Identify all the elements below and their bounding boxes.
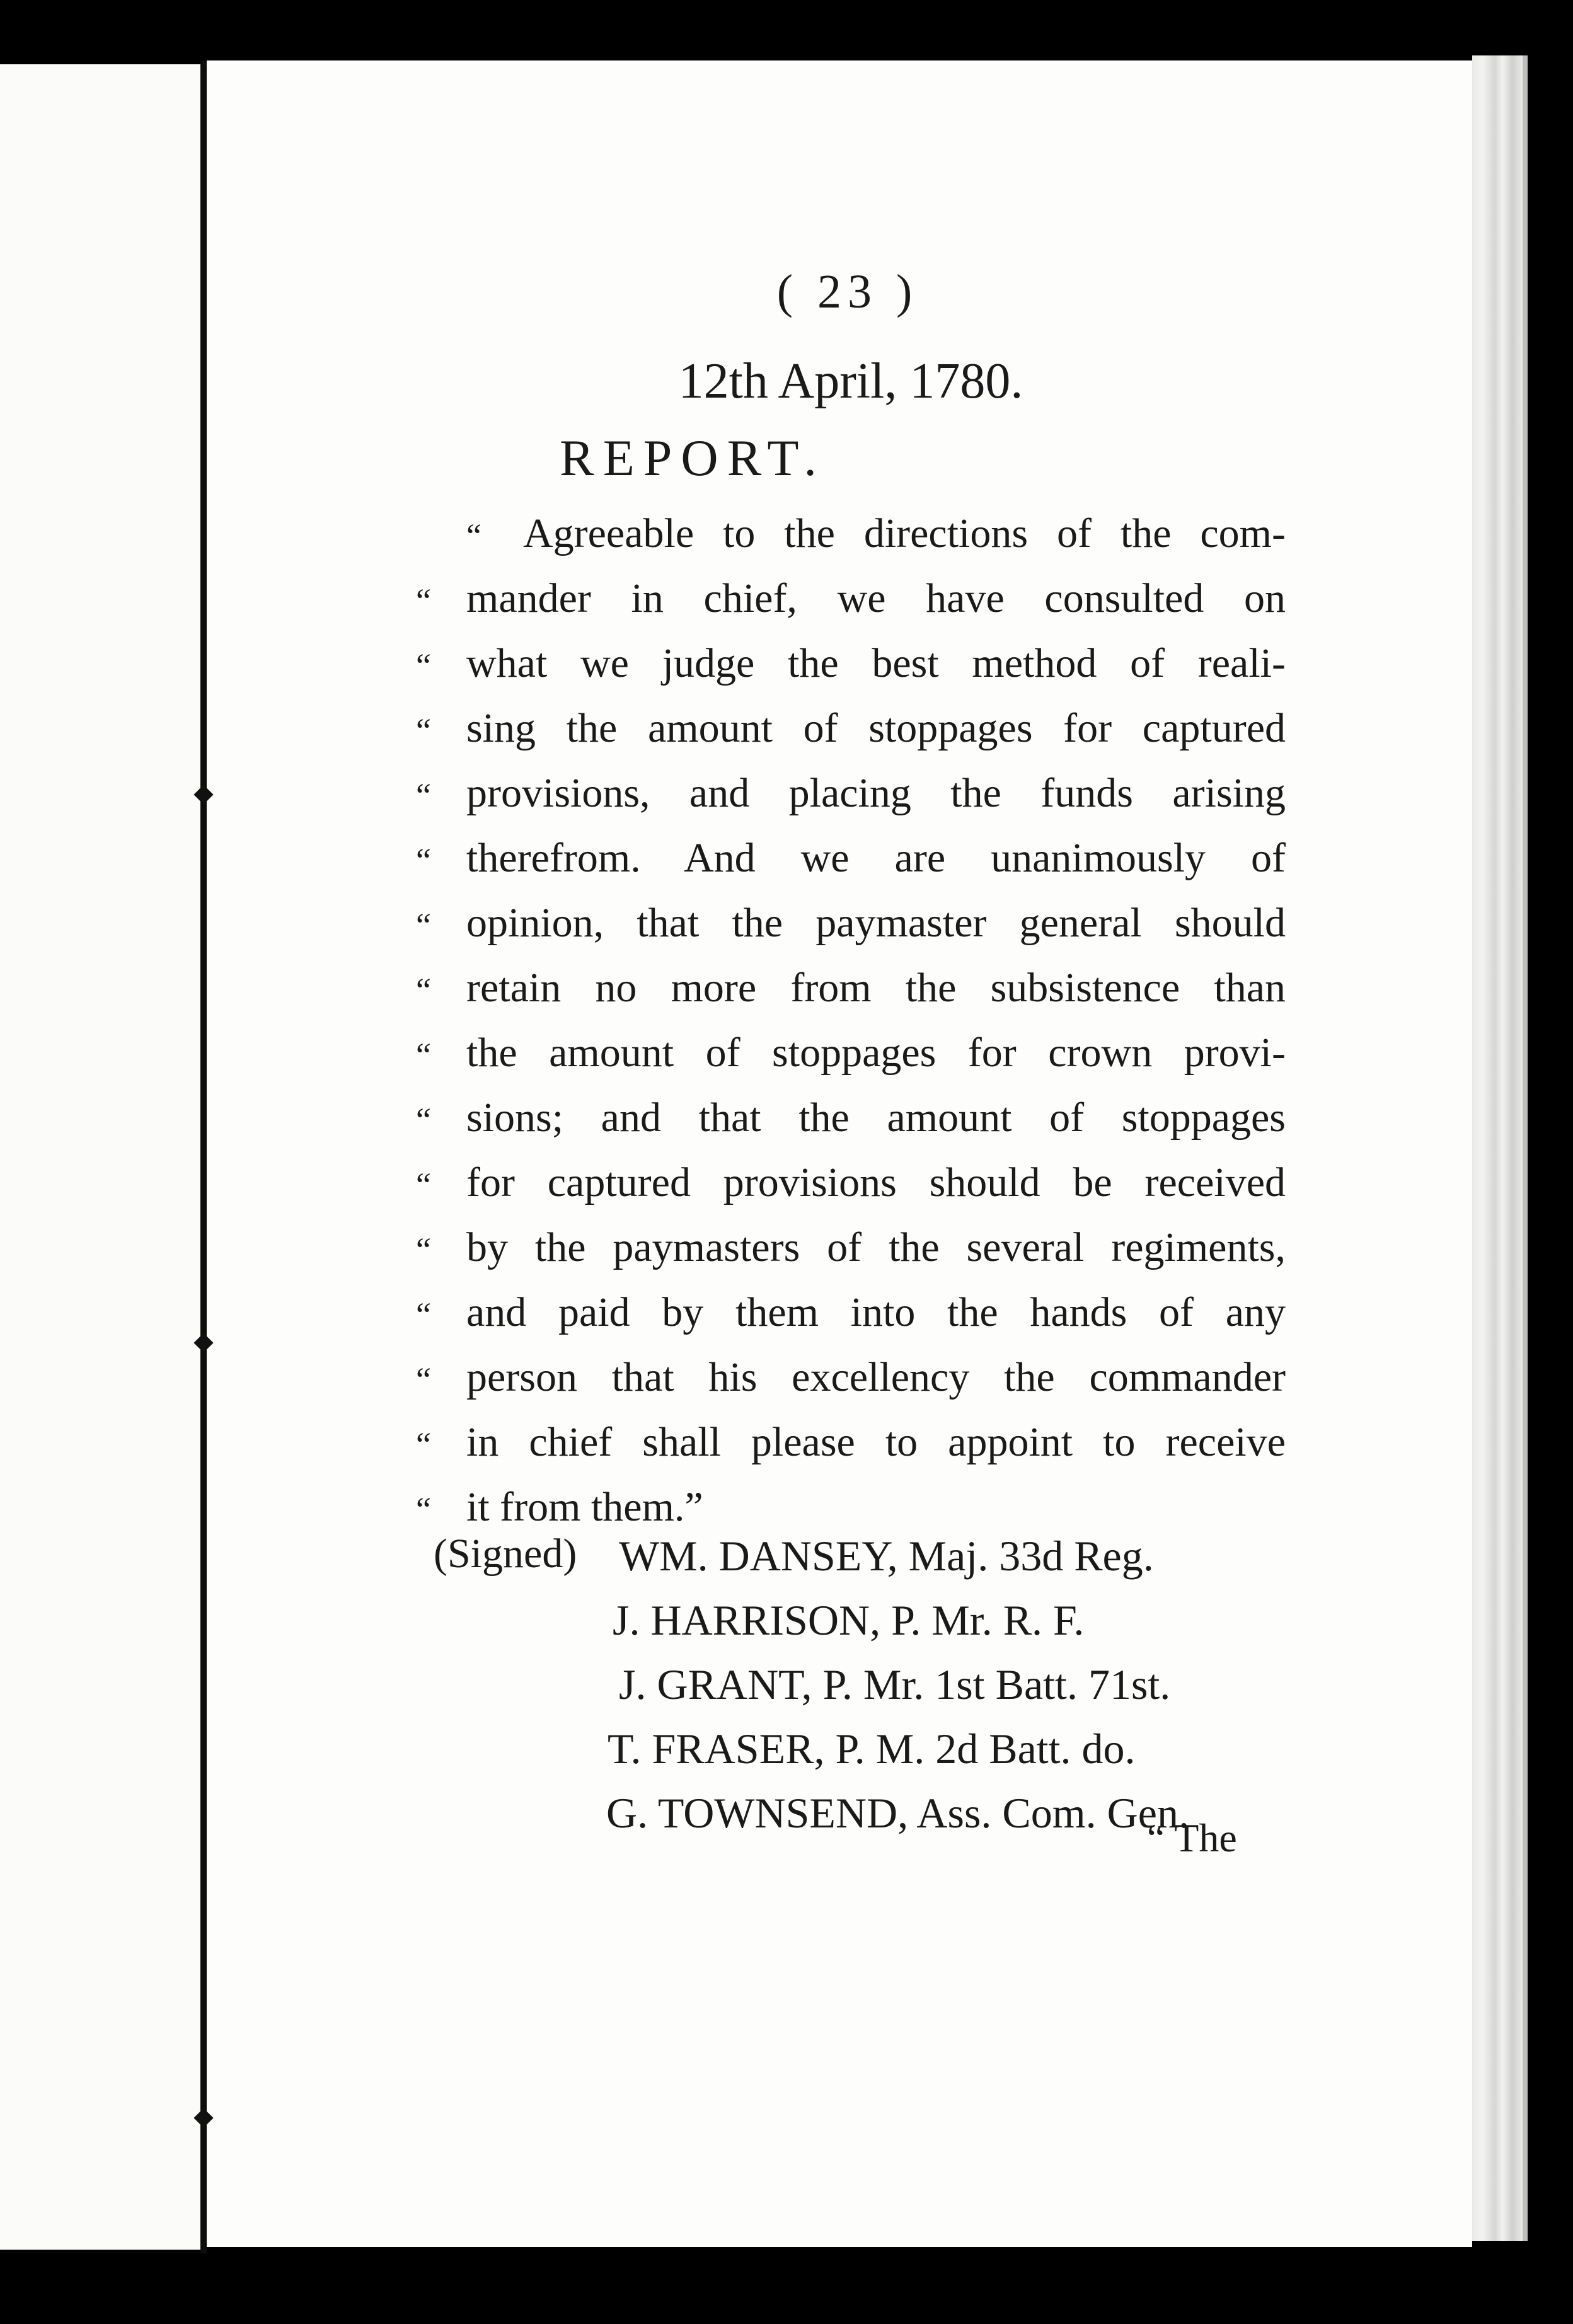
- signatory: J. GRANT, P. Mr. 1st Batt. 71st.: [619, 1660, 1171, 1708]
- quote-line: [416, 1280, 1286, 1345]
- quote-line: [416, 1410, 1286, 1475]
- quote-line-text: sions; and that the amount of stoppages: [466, 1095, 1286, 1141]
- quote-line-text: opinion, that the paymaster general should: [466, 900, 1286, 946]
- quote-mark: “: [416, 1360, 431, 1398]
- quote-mark: “: [416, 1490, 431, 1528]
- quote-line: [416, 696, 1286, 761]
- quote-line-text: Agreeable to the directions of the com-: [523, 510, 1286, 556]
- quote-line-text: person that his excellency the commander: [466, 1354, 1286, 1400]
- quote-mark: “: [416, 1231, 431, 1268]
- quote-mark: “: [416, 711, 431, 749]
- quote-line: [416, 1345, 1286, 1410]
- quote-line: [416, 1020, 1286, 1085]
- quote-mark: “: [416, 647, 431, 684]
- report-heading: REPORT.: [560, 429, 826, 486]
- quote-line-text: what we judge the best method of reali-: [466, 640, 1286, 686]
- quote-line-text: sing the amount of stoppages for captured: [466, 705, 1286, 751]
- quote-line-text: it from them.”: [466, 1484, 703, 1530]
- signatory: J. HARRISON, P. Mr. R. F.: [613, 1596, 1085, 1644]
- quote-line-text: by the paymasters of the several regiments,: [466, 1224, 1286, 1270]
- quote-line: [416, 1215, 1286, 1280]
- quote-mark: “: [416, 776, 431, 814]
- quote-mark: “: [416, 971, 431, 1009]
- quote-mark: “: [466, 517, 481, 555]
- quote-mark: “: [416, 1425, 431, 1463]
- signatory: T. FRASER, P. M. 2d Batt. do.: [608, 1725, 1136, 1773]
- catchword: “ The: [1147, 1815, 1237, 1860]
- quote-line: [416, 761, 1286, 825]
- quote-line: [416, 1150, 1286, 1215]
- date-line: 12th April, 1780.: [678, 354, 1023, 409]
- quote-line-text: in chief shall please to appoint to receive: [466, 1419, 1286, 1465]
- quote-mark: “: [416, 1036, 431, 1074]
- quote-line: [416, 955, 1286, 1020]
- quote-line-text: the amount of stoppages for crown provi-: [466, 1030, 1286, 1076]
- quote-line: [416, 566, 1286, 631]
- quote-mark: “: [416, 1296, 431, 1333]
- quote-mark: “: [416, 906, 431, 944]
- quote-line-text: mander in chief, we have consulted on: [466, 575, 1286, 621]
- quote-line: [416, 825, 1286, 890]
- signatory-list: [605, 1524, 1286, 1845]
- quote-line: [416, 501, 1286, 566]
- quote-line: [416, 631, 1286, 696]
- signed-label: (Signed): [434, 1531, 577, 1577]
- signatory: WM. DANSEY, Maj. 33d Reg.: [619, 1532, 1154, 1580]
- signatory: G. TOWNSEND, Ass. Com. Gen.: [606, 1789, 1189, 1837]
- quote-line-text: therefrom. And we are unanimously of: [466, 835, 1286, 881]
- quote-mark: “: [416, 1101, 431, 1139]
- quote-line-text: and paid by them into the hands of any: [466, 1289, 1286, 1335]
- quote-mark: “: [416, 841, 431, 879]
- quote-line: [416, 890, 1286, 955]
- page-number: ( 23 ): [776, 265, 919, 318]
- quote-line-text: for captured provisions should be received: [466, 1159, 1286, 1205]
- report-quote: [416, 501, 1286, 1539]
- quote-line: [416, 1085, 1286, 1150]
- quote-line-text: provisions, and placing the funds arising: [466, 770, 1286, 816]
- quote-line-text: retain no more from the subsistence than: [466, 965, 1286, 1011]
- quote-mark: “: [416, 582, 431, 619]
- quote-mark: “: [416, 1166, 431, 1204]
